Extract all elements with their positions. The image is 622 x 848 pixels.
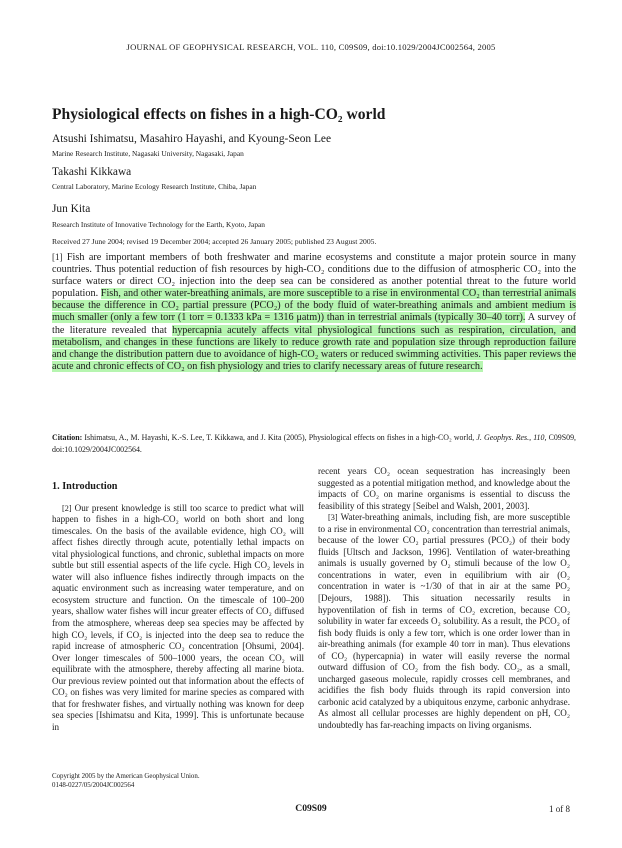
paragraph-number: [2]: [62, 503, 72, 513]
author-affiliation: Marine Research Institute, Nagasaki University, Nagasaki, Japan: [52, 149, 244, 158]
citation: [52, 432, 576, 455]
body-paragraph: [52, 503, 304, 734]
article-title: Physiological effects on fishes in a high-CO₂ world: [52, 106, 386, 123]
running-head: JOURNAL OF GEOPHYSICAL RESEARCH, VOL. 110, C09S09, doi:10.1029/2004JC002564, 2005: [126, 42, 496, 52]
paragraph-number: [3]: [328, 513, 338, 523]
citation-journal: J. Geophys. Res., 110,: [476, 433, 547, 442]
author-names: Takashi Kikkawa: [52, 166, 132, 178]
issn-line: 0148-0227/05/2004JC002564: [52, 781, 135, 789]
citation-label: Citation:: [52, 433, 83, 442]
section-heading: 1. Introduction: [52, 481, 118, 492]
footer-page-number: 1 of 8: [549, 804, 570, 814]
author-names: Atsushi Ishimatsu, Masahiro Hayashi, and Kyoung-Seon Lee: [52, 133, 332, 145]
citation-tail: C09S09, doi:10.1029/2004JC002564.: [52, 433, 576, 454]
left-column: [52, 479, 304, 733]
paragraph-text: Our present knowledge is still too scarce to predict what will happen to fishes in a high-CO₂ world on both short and long timescales. On the basis of the available evidence, high CO₂ will affect fishes directly through acute, potentially lethal impacts on vital physiological functions, and chronic, sublethal impacts on more subtle but still essential aspects of the life cycle. High CO₂ levels in water will also influence fishes indirectly through impacts on the aquatic environment such as increasing water temperature, and on ecosystem structure and function. On the timescale of 100–200 years, shallow water fishes will incur greater effects of CO₂ diffused from the atmosphere, whereas deep sea species may be affected by high CO₂ levels, if CO₂ is injected into the deep sea to reduce the rapid increase of atmospheric CO₂ concentration [Ohsumi, 2004]. Over longer timescales of 500–1000 years, the ocean CO₂ will equilibrate with the atmosphere, thereby affecting all marine biota. Our previous review pointed out that information about the effects of CO₂ on fishes was very limited for marine species as compared with that for freshwater fishes, and virtually nothing was known for deep sea species [Ishimatsu and Kita, 1999]. This is unfortunate because in: [52, 502, 304, 732]
copyright-note: [52, 773, 312, 790]
citation-text: Ishimatsu, A., M. Hayashi, K.-S. Lee, T. Kikkawa, and J. Kita (2005), Physiological effects on fishes in a high-CO₂ world,: [84, 433, 475, 442]
paragraph-text: Water-breathing animals, including fish, are more susceptible to a rise in environmental CO₂ concentration than terrestrial animals, because of the lower CO₂ partial pressures (PCO₂) of their body fluids [Ultsch and Jackson, 1996]. Ventilation of water-breathing animals is usually governed by O₂ stimuli because of the low O₂ concentrations in water, even in equilibrium with air (O₂ concentration in water is ~1/30 of that in air at the same PO₂ [Dejours, 1988]). This situation necessarily results in hypoventilation of fish in terms of CO₂ excretion, because CO₂ solubility in water far exceeds O₂ solubility. As a result, the PCO₂ of fish body fluids is only a few torr, which is one order lower than in air-breathing animals (for example 40 torr in man). Thus elevations of CO₂ (hypercapnia) in water will easily reverse the normal outward diffusion of CO₂ from the fish body. CO₂, as a small, uncharged gaseous molecule, rapidly crosses cell membranes, and acidifies the fish body fluids through its rapid conversion into carbonic acid catalyzed by a ubiquitous enzyme, carbonic anhydrase. As almost all cellular processes are highly dependent on pH, CO₂ undoubtedly has far-reaching impacts on living organisms.: [318, 512, 571, 731]
body-paragraph: recent years CO₂ ocean sequestration has increasingly been suggested as a potential mitigation method, and knowledge about the impacts of CO₂ on marine organisms is essential to discuss the feasibility of this strategy [Seibel and Walsh, 2001, 2003].: [318, 466, 570, 511]
abstract-text: Fish are important members of both freshwater and marine ecosystems and constitute a major protein source in many countries. Thus potential reduction of fish resources by high-CO₂ conditions due to the diffusion of atmospheric CO₂ into the surface waters or direct CO₂ injection into the deep sea can be considered as another potential threat to the future world population.: [52, 252, 577, 300]
footer-article-id: C09S09: [295, 803, 327, 814]
author-affiliation: Research Institute of Innovative Technology for the Earth, Kyoto, Japan: [52, 220, 265, 229]
received-dates: Received 27 June 2004; revised 19 December 2004; accepted 26 January 2005; published 23 August 2005.: [52, 237, 377, 246]
highlighted-text[interactable]: hypercapnia acutely affects vital physiological functions such as respiration, circulation, and metabolism, and changes in these functions are likely to reduce growth rate and population size through reproduction failure and change the distribution pattern due to avoidance of high-CO₂ waters or reduced swimming activities. This paper reviews the acute and chronic effects of CO₂ on fish physiology and tries to clarify necessary areas of future research.: [52, 324, 576, 372]
right-column: [318, 466, 570, 732]
abstract-text: A survey of the literature revealed that: [52, 312, 576, 336]
body-paragraph: [318, 512, 570, 731]
author-names: Jun Kita: [52, 203, 91, 215]
abstract: [52, 251, 576, 373]
highlighted-text[interactable]: Fish, and other water-breathing animals, are more susceptible to a rise in environmental CO₂ than terrestrial animals because the difference in CO₂ partial pressure (PCO₂) of the body fluid of water-breathing animals and ambient medium is much smaller (only a few torr (1 torr = 0.1333 kPa = 1316 μatm)) than in terrestrial animals (typically 30–40 torr).: [52, 288, 576, 324]
author-affiliation: Central Laboratory, Marine Ecology Research Institute, Chiba, Japan: [52, 182, 257, 191]
copyright-line: Copyright 2005 by the American Geophysical Union.: [52, 773, 200, 780]
paragraph-number: [1]: [52, 252, 63, 262]
